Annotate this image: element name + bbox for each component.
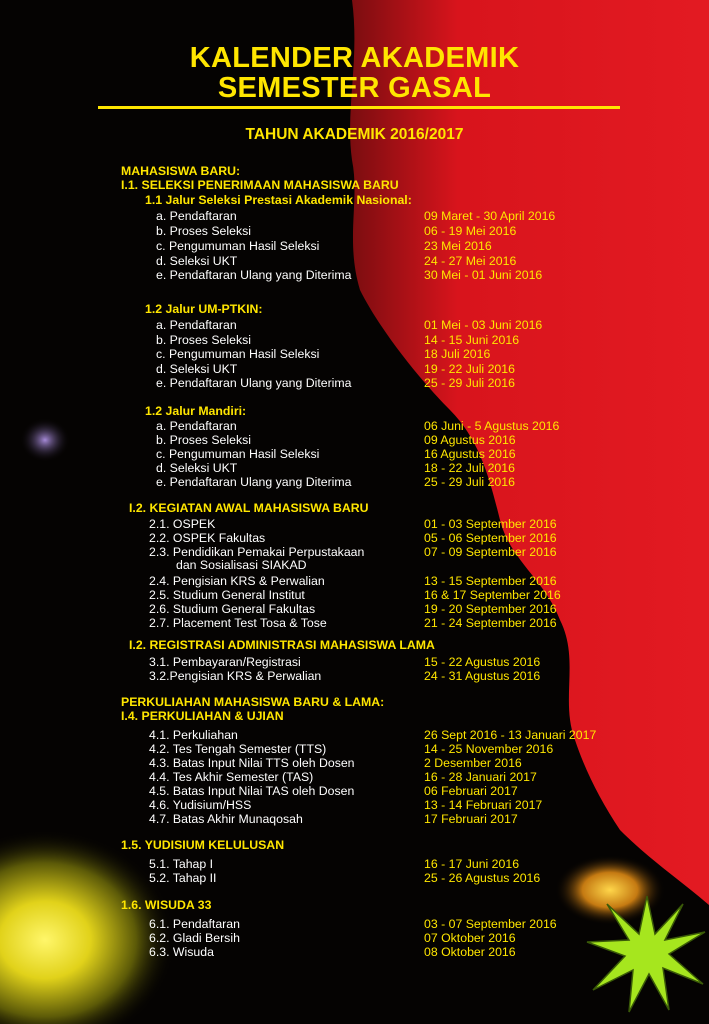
academic-year-subtitle: TAHUN AKADEMIK 2016/2017 (245, 126, 464, 143)
list-item-label: b. Proses Seleksi (156, 333, 252, 347)
section-seleksi-penerimaan: I.1. SELEKSI PENERIMAAN MAHASISWA BARU (121, 178, 399, 192)
jalur-um-ptkin-title: 1.2 Jalur UM-PTKIN: (145, 302, 263, 316)
list-item-label: c. Pengumuman Hasil Seleksi (156, 347, 320, 361)
title-underline (98, 106, 620, 109)
list-item-label: e. Pendaftaran Ulang yang Diterima (156, 268, 352, 282)
list-item-date: 30 Mei - 01 Juni 2016 (424, 268, 543, 282)
list-item-label: 3.1. Pembayaran/Registrasi (149, 655, 301, 669)
list-item-label: 5.2. Tahap II (149, 871, 217, 885)
list-item-label: 4.6. Yudisium/HSS (149, 798, 252, 812)
list-item-date: 17 Februari 2017 (424, 812, 518, 826)
list-item-label: 2.4. Pengisian KRS & Perwalian (149, 574, 325, 588)
list-item-label: 2.5. Studium General Institut (149, 588, 305, 602)
list-item-label: 4.4. Tes Akhir Semester (TAS) (149, 770, 314, 784)
list-item-label: b. Proses Seleksi (156, 433, 252, 447)
list-item-label: a. Pendaftaran (156, 419, 237, 433)
page-title-line2: SEMESTER GASAL (217, 72, 492, 104)
list-item-date: 25 - 26 Agustus 2016 (424, 871, 541, 885)
list-item-date: 07 Oktober 2016 (424, 931, 516, 945)
list-item-date: 19 - 22 Juli 2016 (424, 362, 515, 376)
list-item-date: 13 - 15 September 2016 (424, 574, 557, 588)
list-item-date: 09 Agustus 2016 (424, 433, 516, 447)
list-item-date: 16 - 17 Juni 2016 (424, 857, 520, 871)
section-registrasi: I.2. REGISTRASI ADMINISTRASI MAHASISWA LAMA (129, 638, 435, 652)
list-item-date: 13 - 14 Februari 2017 (424, 798, 543, 812)
list-item-date: 01 Mei - 03 Juni 2016 (424, 318, 543, 332)
list-item-date: 19 - 20 September 2016 (424, 602, 557, 616)
section-mahasiswa-baru: MAHASISWA BARU: (121, 164, 241, 178)
list-item-label: 2.7. Placement Test Tosa & Tose (149, 616, 327, 630)
list-item-label: 4.1. Perkuliahan (149, 728, 238, 742)
list-item-label: c. Pengumuman Hasil Seleksi (156, 447, 320, 461)
list-item-date: 14 - 15 Juni 2016 (424, 333, 520, 347)
list-item-label: d. Seleksi UKT (156, 362, 238, 376)
section-wisuda: 1.6. WISUDA 33 (121, 898, 212, 912)
list-item-label: e. Pendaftaran Ulang yang Diterima (156, 376, 352, 390)
list-item-label: 2.3. Pendidikan Pemakai Perpustakaan (149, 545, 365, 559)
list-item-date: 15 - 22 Agustus 2016 (424, 655, 541, 669)
list-item-label: 6.3. Wisuda (149, 945, 214, 959)
list-item-date: 25 - 29 Juli 2016 (424, 475, 515, 489)
list-item-date: 03 - 07 September 2016 (424, 917, 557, 931)
list-item-label: 6.1. Pendaftaran (149, 917, 240, 931)
list-item-label: 4.5. Batas Input Nilai TAS oleh Dosen (149, 784, 355, 798)
jalur-mandiri-title: 1.2 Jalur Mandiri: (145, 404, 247, 418)
list-item-date: 01 - 03 September 2016 (424, 517, 557, 531)
list-item-label: a. Pendaftaran (156, 318, 237, 332)
list-item-date: 05 - 06 September 2016 (424, 531, 557, 545)
list-item-date: 21 - 24 September 2016 (424, 616, 557, 630)
list-item-label: d. Seleksi UKT (156, 461, 238, 475)
list-item-date: 06 - 19 Mei 2016 (424, 224, 517, 238)
list-item-date: 16 - 28 Januari 2017 (424, 770, 537, 784)
list-item-date: 2 Desember 2016 (424, 756, 522, 770)
list-item-label: 4.7. Batas Akhir Munaqosah (149, 812, 303, 826)
list-item-date: 06 Juni - 5 Agustus 2016 (424, 419, 560, 433)
list-item-label: e. Pendaftaran Ulang yang Diterima (156, 475, 352, 489)
list-item-date: 06 Februari 2017 (424, 784, 518, 798)
list-item-label: 2.1. OSPEK (149, 517, 216, 531)
list-item-label: 6.2. Gladi Bersih (149, 931, 240, 945)
list-item-date: 09 Maret - 30 April 2016 (424, 209, 556, 223)
list-item-date: 26 Sept 2016 - 13 Januari 2017 (424, 728, 597, 742)
list-item-label: 4.2. Tes Tengah Semester (TTS) (149, 742, 327, 756)
list-item-date: 07 - 09 September 2016 (424, 545, 557, 559)
list-item-label: c. Pengumuman Hasil Seleksi (156, 239, 320, 253)
jalur-prestasi-title: 1.1 Jalur Seleksi Prestasi Akademik Nasional: (145, 193, 412, 207)
list-item-label: a. Pendaftaran (156, 209, 237, 223)
list-item-label: 2.2. OSPEK Fakultas (149, 531, 266, 545)
list-item-date: 14 - 25 November 2016 (424, 742, 554, 756)
list-item-label: 4.3. Batas Input Nilai TTS oleh Dosen (149, 756, 355, 770)
section-kegiatan-awal: I.2. KEGIATAN AWAL MAHASISWA BARU (129, 501, 369, 515)
list-item-date: 23 Mei 2016 (424, 239, 492, 253)
list-item-date: 18 Juli 2016 (424, 347, 491, 361)
list-item-date: 24 - 31 Agustus 2016 (424, 669, 541, 683)
list-item-date: 08 Oktober 2016 (424, 945, 516, 959)
list-item-date: 24 - 27 Mei 2016 (424, 254, 517, 268)
list-item-label-continued: dan Sosialisasi SIAKAD (176, 558, 307, 572)
section-perkuliahan-ujian: I.4. PERKULIAHAN & UJIAN (121, 709, 284, 723)
list-item-date: 18 - 22 Juli 2016 (424, 461, 515, 475)
page-title-line1: KALENDER AKADEMIK (189, 42, 520, 74)
list-item-label: b. Proses Seleksi (156, 224, 252, 238)
list-item-date: 25 - 29 Juli 2016 (424, 376, 515, 390)
list-item-label: 3.2.Pengisian KRS & Perwalian (149, 669, 322, 683)
list-item-date: 16 Agustus 2016 (424, 447, 516, 461)
starburst-icon (585, 890, 709, 1014)
list-item-label: 2.6. Studium General Fakultas (149, 602, 316, 616)
list-item-date: 16 & 17 September 2016 (424, 588, 561, 602)
list-item-label: d. Seleksi UKT (156, 254, 238, 268)
section-perkuliahan: PERKULIAHAN MAHASISWA BARU & LAMA: (121, 695, 385, 709)
section-yudisium: 1.5. YUDISIUM KELULUSAN (121, 838, 285, 852)
list-item-label: 5.1. Tahap I (149, 857, 214, 871)
